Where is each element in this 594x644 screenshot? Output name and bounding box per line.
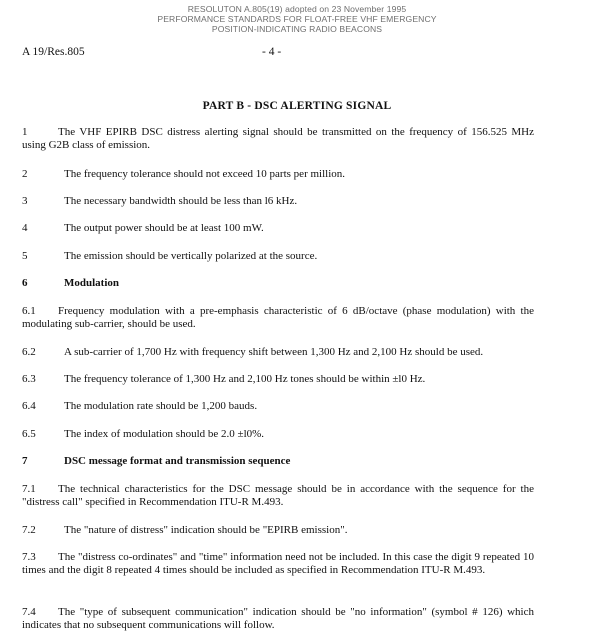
document-reference: A 19/Res.805 [22,46,85,58]
header-line-2: PERFORMANCE STANDARDS FOR FLOAT-FREE VHF EMERGENCY [157,14,437,24]
section-title: Modulation [64,277,120,289]
paragraph-number: 7.4 [22,606,36,618]
paragraph-1 [22,126,534,152]
paragraph-text: The "nature of distress" indication should be "EPIRB emission". [64,524,348,536]
paragraph-number: 7.1 [22,483,36,495]
paragraph-number: 6.2 [22,346,36,358]
page-number: - 4 - [262,46,282,58]
section-title: DSC message format and transmission sequence [64,455,291,467]
paragraph-number: 6.5 [22,428,36,440]
paragraph-7-4 [22,606,534,632]
paragraph-number: 6.1 [22,305,36,317]
paragraph-7-3 [22,551,534,577]
paragraph-text: The "type of subsequent communication" indication should be "no information" (symbol # 126) which indicates that no subsequent communications will follow. [22,606,534,631]
paragraph-number: 5 [22,250,28,262]
paragraph-text: The VHF EPIRB DSC distress alerting signal should be transmitted on the frequency of 156.525 MHz using G2B class of emission. [22,126,534,151]
paragraph-number: 7.3 [22,551,36,563]
section-number: 6 [22,277,28,289]
section-number: 7 [22,455,28,467]
paragraph-text: The frequency tolerance should not exceed 10 parts per million. [64,168,346,180]
header-line-1: RESOLUTON A.805(19) adopted on 23 November 1995 [187,4,407,14]
paragraph-text: The output power should be at least 100 mW. [64,222,264,234]
header-line-3: POSITION-INDICATING RADIO BEACONS [211,24,383,34]
paragraph-number: 1 [22,126,28,138]
paragraph-number: 7.2 [22,524,36,536]
paragraph-text: The necessary bandwidth should be less than l6 kHz. [64,195,298,207]
paragraph-number: 4 [22,222,28,234]
paragraph-7-1 [22,483,534,509]
paragraph-number: 6.3 [22,373,36,385]
paragraph-number: 2 [22,168,28,180]
paragraph-6-1 [22,305,534,331]
paragraph-number: 3 [22,195,28,207]
part-title: PART B - DSC ALERTING SIGNAL [202,100,392,112]
paragraph-text: The frequency tolerance of 1,300 Hz and 2,100 Hz tones should be within ±l0 Hz. [64,373,426,385]
paragraph-text: The modulation rate should be 1,200 bauds. [64,400,258,412]
paragraph-text: A sub-carrier of 1,700 Hz with frequency shift between 1,300 Hz and 2,100 Hz should be used. [64,346,484,358]
paragraph-text: The technical characteristics for the DSC message should be in accordance with the sequence for the "distress call" specified in Recommendation ITU-R M.493. [22,483,534,508]
paragraph-text: The emission should be vertically polarized at the source. [64,250,318,262]
paragraph-text: Frequency modulation with a pre-emphasis characteristic of 6 dB/octave (phase modulation) with the modulating sub-carrier, should be used. [22,305,534,330]
paragraph-text: The index of modulation should be 2.0 ±l0%. [64,428,265,440]
paragraph-number: 6.4 [22,400,36,412]
paragraph-text: The "distress co-ordinates" and "time" information need not be included. In this case the digit 9 repeated 10 times and the digit 8 repeated 4 times should be included as specified in Recommendation ITU-R M.493. [22,551,534,576]
